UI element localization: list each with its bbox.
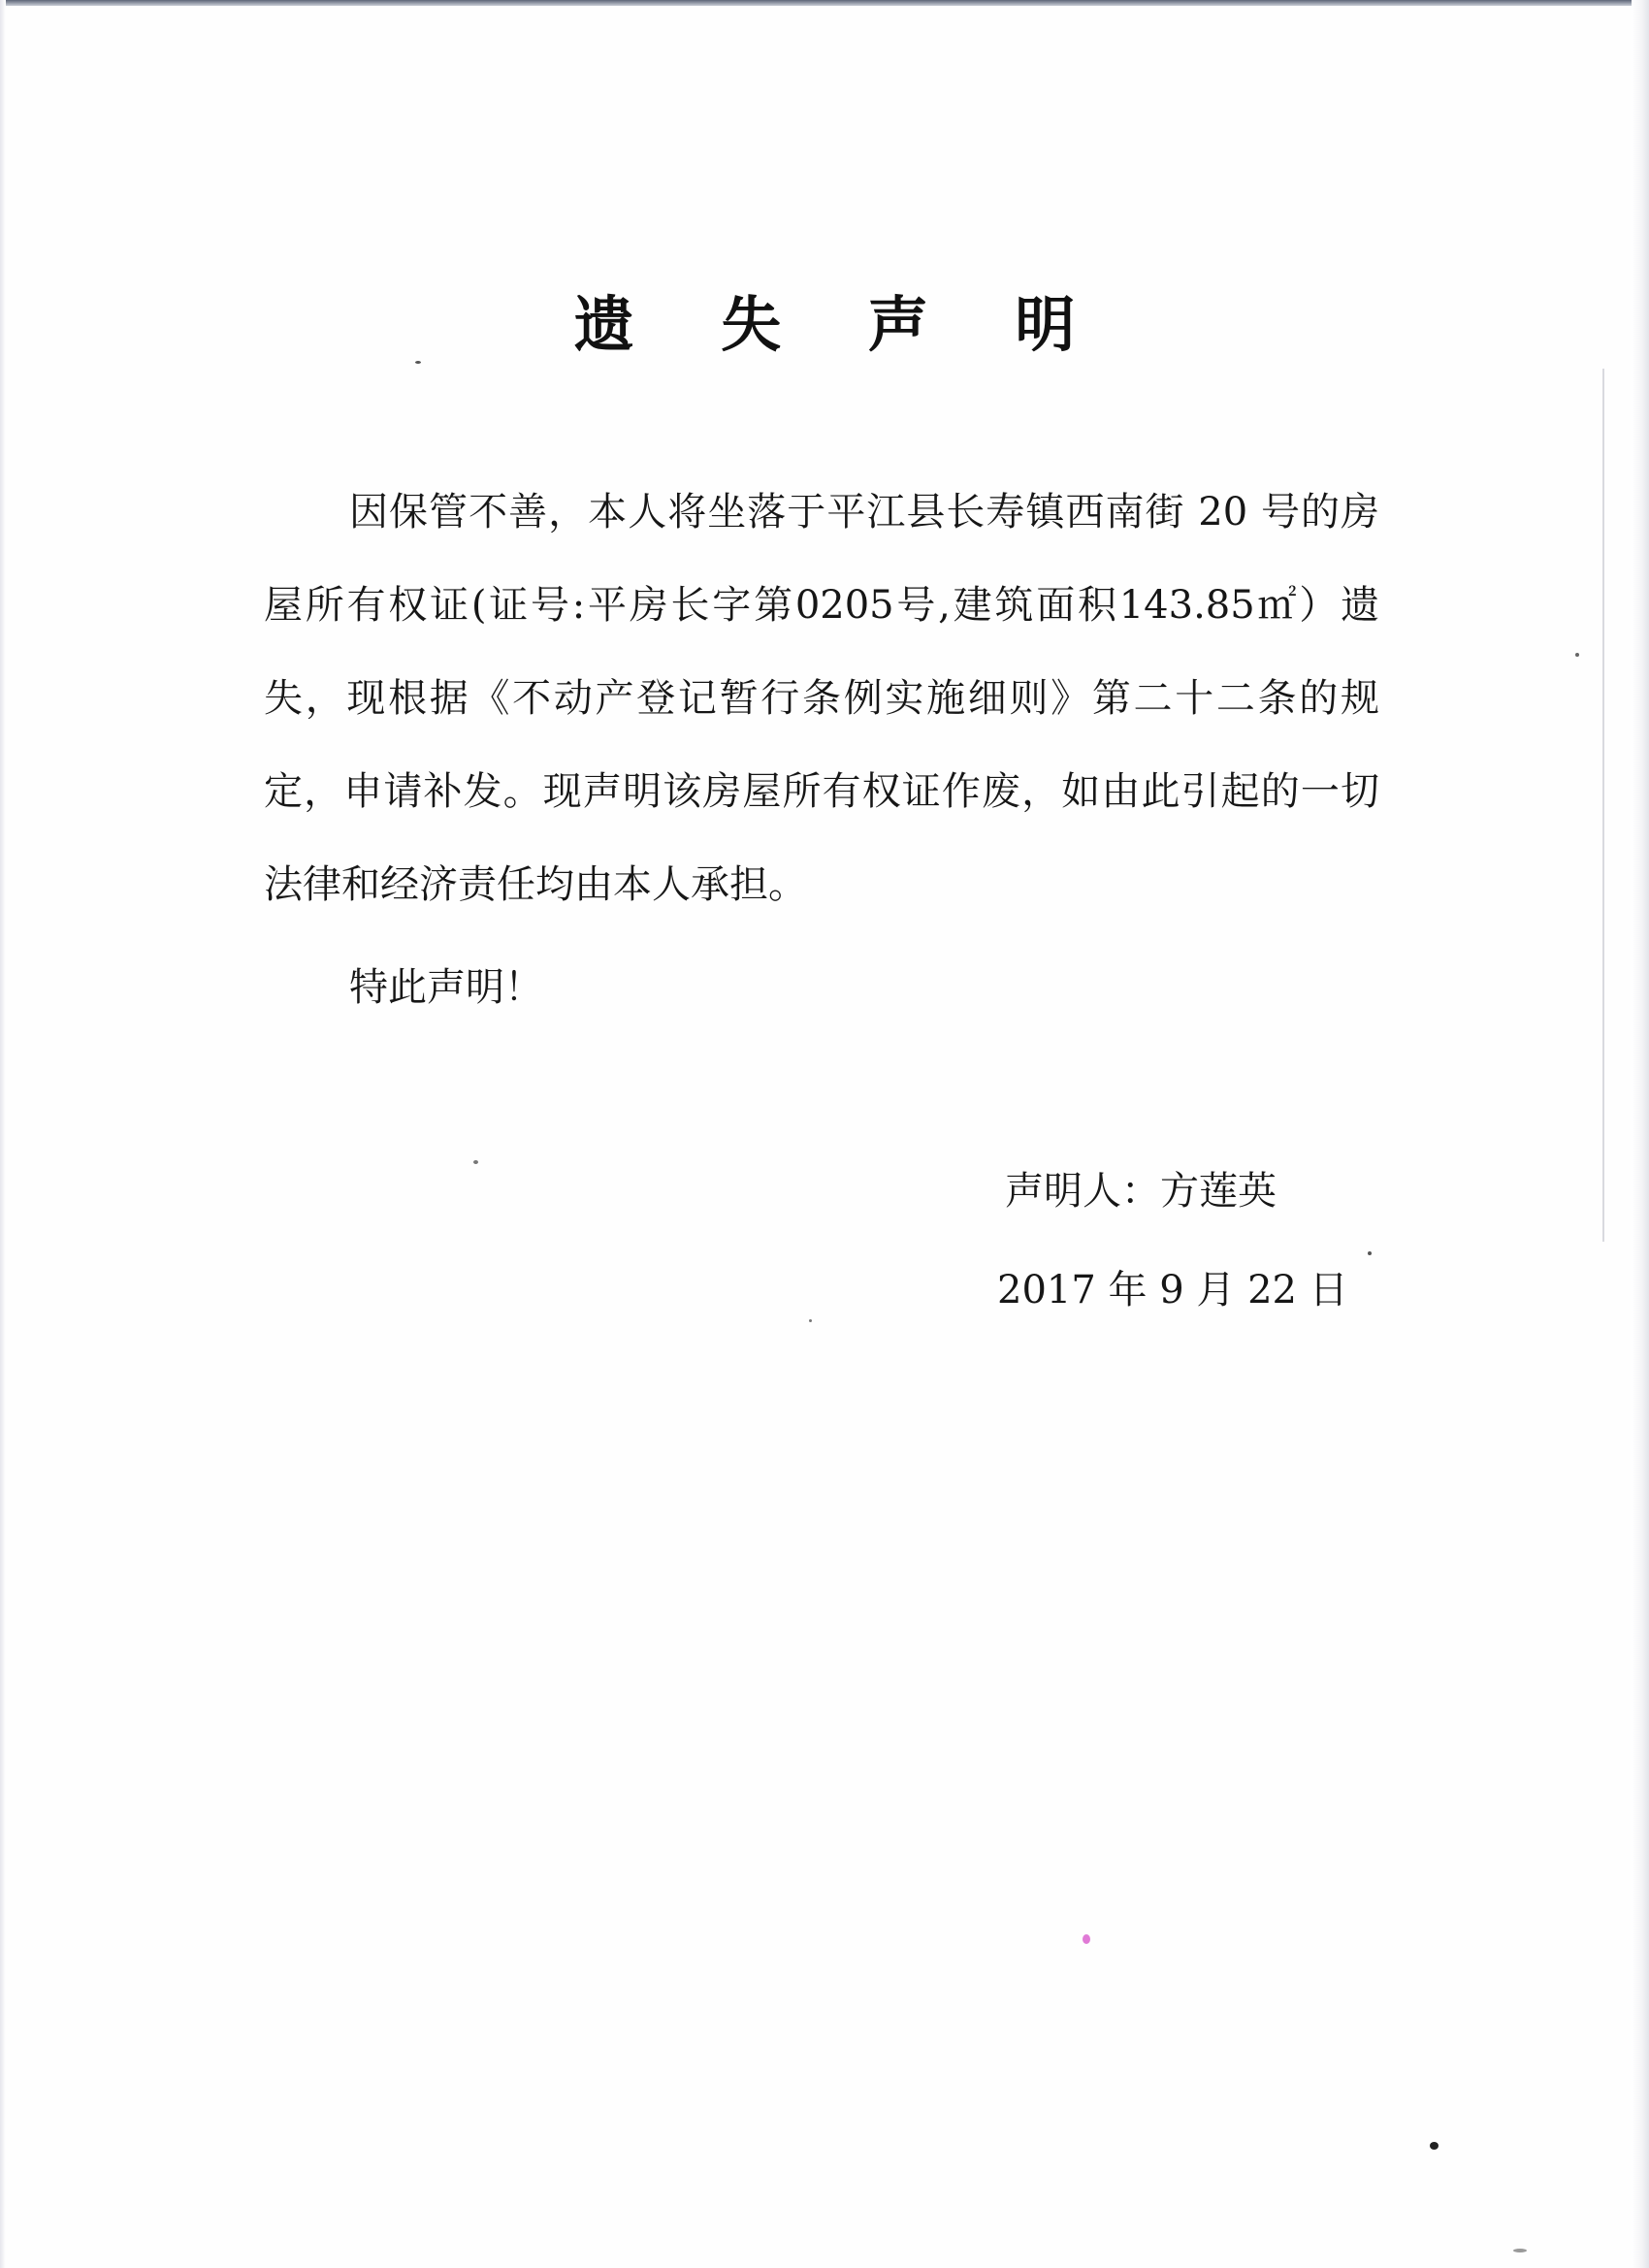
- scan-speck: [1430, 2142, 1439, 2150]
- closing-line: 特此声明！: [349, 965, 543, 1010]
- scan-shadow-line: [1602, 369, 1604, 1242]
- signer-line: 声明人：方莲英: [1005, 1169, 1277, 1214]
- scan-top-edge: [0, 0, 1649, 6]
- scan-speck: [473, 1160, 478, 1164]
- document-title: 遗 失 声 明: [573, 289, 1109, 360]
- scan-speck: [415, 361, 421, 364]
- scan-speck: [1083, 1934, 1090, 1944]
- statement-body: 因保管不善，本人将坐落于平江县长寿镇西南街 20 号的房屋所有权证(证号:平房长字第0205号,建筑面积143.85㎡）遗失，现根据《不动产登记暂行条例实施细则》第二十二条的规定，申请补发。现声明该房屋所有权证作废，如由此引起的一切法律和经济责任均由本人承担。: [264, 490, 1379, 907]
- scan-speck: [1513, 2249, 1527, 2252]
- scan-speck: [809, 1319, 812, 1322]
- date-line: 2017 年 9 月 22 日: [997, 1268, 1348, 1312]
- scan-speck: [1368, 1251, 1372, 1255]
- scan-speck: [1575, 653, 1579, 657]
